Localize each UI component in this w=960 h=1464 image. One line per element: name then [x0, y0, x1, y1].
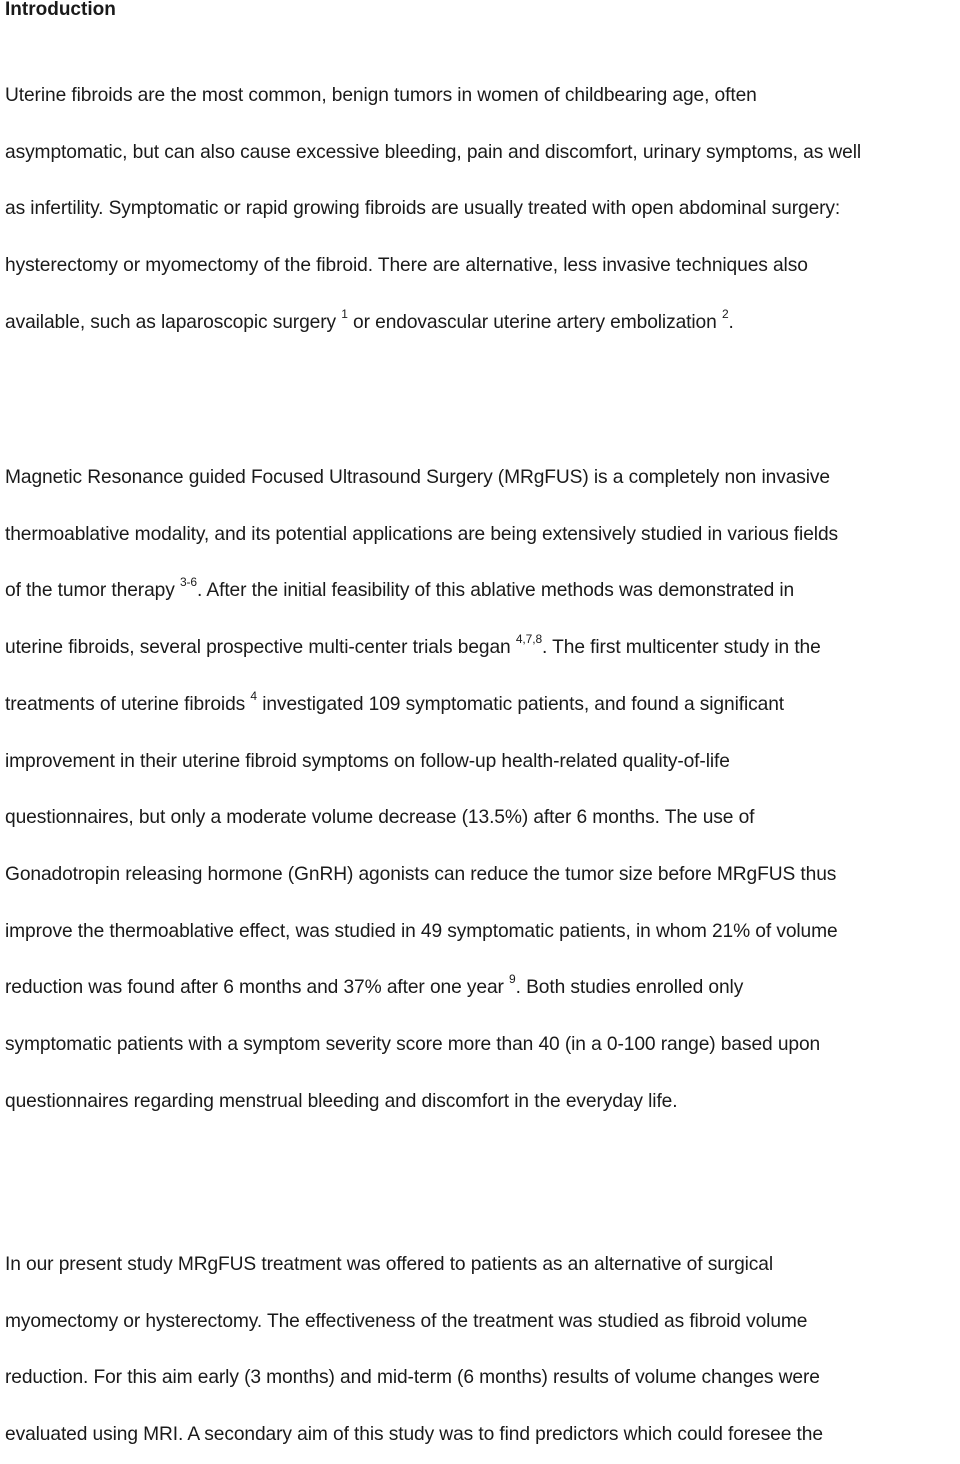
text-line: questionnaires regarding menstrual bleeding and discomfort in the everyday life. — [5, 1090, 678, 1112]
text-line: thermoablative modality, and its potential applications are being extensively studied in various fields — [5, 523, 839, 545]
text-line: Uterine fibroids are the most common, benign tumors in women of childbearing age, often — [5, 85, 757, 106]
text-line — [5, 563, 960, 620]
text-span: . — [728, 311, 734, 333]
text-line: symptomatic patients with a symptom severity score more than 40 (in a 0-100 range) based upon — [5, 1034, 821, 1056]
text-span: reduction was found after 6 months and 37% after one year — [5, 977, 510, 999]
text-span: available, such as laparoscopic surgery — [5, 311, 342, 333]
text-line: improvement in their uterine fibroid symptoms on follow-up health-related quality-of-life — [5, 750, 730, 772]
text-span: or endovascular uterine artery embolization — [347, 311, 722, 333]
text-line — [5, 960, 960, 1017]
paragraph-1 — [5, 68, 960, 352]
paragraph-3 — [5, 1237, 960, 1464]
citation-ref: 3-6 — [179, 575, 197, 590]
text-span: of the tumor therapy — [5, 580, 180, 602]
citation-ref: 9 — [509, 972, 516, 987]
text-line: as infertility. Symptomatic or rapid growing fibroids are usually treated with open abdominal surgery: — [5, 198, 841, 220]
text-line: asymptomatic, but can also cause excessive bleeding, pain and discomfort, urinary symptoms, as well — [5, 141, 862, 163]
text-span: uterine fibroids, several prospective multi-center trials began — [5, 637, 516, 659]
text-line: hysterectomy or myomectomy of the fibroid. There are alternative, less invasive techniques also — [5, 255, 808, 277]
text-line: In our present study MRgFUS treatment was offered to patients as an alternative of surgical — [5, 1254, 774, 1275]
section-heading: Introduction — [5, 0, 116, 20]
citation-ref: 1 — [341, 306, 348, 321]
text-line: Magnetic Resonance guided Focused Ultrasound Surgery (MRgFUS) is a completely non invasive — [5, 467, 830, 488]
citation-ref: 4,7,8 — [515, 632, 543, 647]
text-span: . Both studies enrolled only — [515, 977, 744, 999]
text-line: reduction. For this aim early (3 months) and mid-term (6 months) results of volume changes were — [5, 1367, 820, 1389]
text-span: . The first multicenter study in the — [542, 637, 821, 659]
text-span: . After the initial feasibility of this ablative methods was demonstrated in — [197, 580, 795, 602]
text-line: Gonadotropin releasing hormone (GnRH) agonists can reduce the tumor size before MRgFUS thus — [5, 863, 837, 885]
text-line: questionnaires, but only a moderate volume decrease (13.5%) after 6 months. The use of — [5, 807, 755, 829]
citation-ref: 4 — [250, 688, 257, 703]
text-line: improve the thermoablative effect, was studied in 49 symptomatic patients, in whom 21% of volume — [5, 920, 838, 942]
text-line — [5, 677, 960, 734]
citation-ref: 2 — [721, 306, 729, 321]
text-span: treatments of uterine fibroids — [5, 693, 251, 715]
text-line: myomectomy or hysterectomy. The effectiveness of the treatment was studied as fibroid volume — [5, 1310, 808, 1332]
text-line: evaluated using MRI. A secondary aim of this study was to find predictors which could foresee the — [5, 1424, 823, 1446]
paragraph-2 — [5, 450, 960, 1130]
text-span: investigated 109 symptomatic patients, and found a significant — [256, 693, 784, 715]
text-line — [5, 620, 960, 677]
text-line — [5, 295, 960, 352]
